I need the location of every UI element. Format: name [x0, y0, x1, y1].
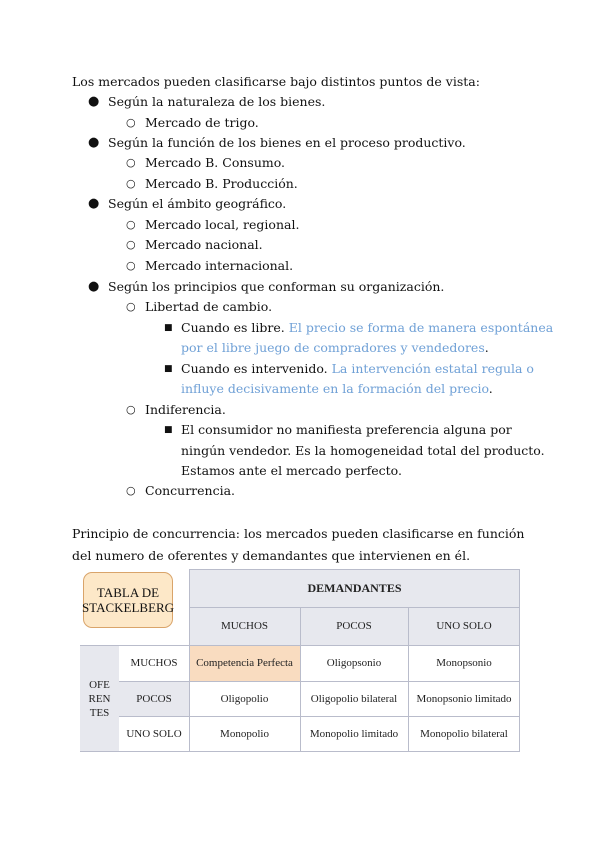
list-item-nacional: Mercado nacional. [145, 237, 263, 252]
demandantes-header: DEMANDANTES [189, 569, 520, 607]
grid-line [300, 607, 301, 752]
list-item-indiferencia: Indiferencia. [145, 402, 226, 417]
oferentes-line-1: OFE [89, 678, 110, 691]
intervenido-description: La intervención estatal regula o [331, 361, 534, 376]
bullet-disc: ● [88, 94, 100, 109]
oferentes-line-3: TES [89, 706, 110, 719]
bullet-disc: ● [88, 196, 100, 211]
list-item-principios: Según los principios que conforman su organización. [108, 279, 445, 294]
bullet-square: ■ [164, 425, 173, 435]
row-header: POCOS [119, 681, 189, 716]
table-cell: Oligopolio bilateral [300, 681, 408, 716]
list-item-ambito: Según el ámbito geográfico. [108, 196, 287, 211]
bullet-square: ■ [164, 323, 173, 333]
stackelberg-title [82, 585, 174, 615]
table-cell: Monopsonio limitado [408, 681, 520, 716]
table-cell: Competencia Perfecta [189, 645, 300, 681]
bullet-circle: ○ [126, 177, 136, 190]
concurrencia-paragraph: Principio de concurrencia: los mercados pueden clasificarse en función del numero de oferentes y demandantes que intervienen en él. [72, 526, 525, 563]
table-cell: Monopolio bilateral [408, 716, 520, 752]
row-header: UNO SOLO [119, 716, 189, 752]
period: . [488, 381, 493, 396]
bullet-circle: ○ [126, 300, 136, 313]
list-item-libre-cont [181, 338, 489, 358]
list-item-internacional: Mercado internacional. [145, 258, 294, 273]
libre-label: Cuando es libre. [181, 320, 285, 335]
list-item-consumidor-3: Estamos ante el mercado perfecto. [181, 463, 402, 478]
list-item-libre [181, 318, 553, 338]
table-cell: Monopolio [189, 716, 300, 752]
table-cell: Monopolio limitado [300, 716, 408, 752]
bullet-circle: ○ [126, 403, 136, 416]
list-item-trigo: Mercado de trigo. [145, 115, 259, 130]
list-item-concurrencia: Concurrencia. [145, 483, 236, 498]
table-cell: Oligopolio [189, 681, 300, 716]
stackelberg-title-line-2: STACKELBERG [81, 600, 175, 615]
period: . [484, 340, 489, 355]
grid-line [408, 607, 409, 752]
list-item-consumidor-1: El consumidor no manifiesta preferencia alguna por [181, 422, 512, 437]
list-item-intervenido-cont [181, 379, 493, 399]
grid-line [189, 569, 520, 570]
list-item-consumidor-2: ningún vendedor. Es la homogeneidad total del producto. [181, 443, 545, 458]
bullet-square: ■ [164, 364, 173, 374]
row-header: MUCHOS [119, 645, 189, 681]
grid-line [519, 569, 520, 752]
list-item-libertad: Libertad de cambio. [145, 299, 273, 314]
stackelberg-box [83, 572, 173, 628]
grid-line [80, 751, 520, 752]
intervenido-description-cont: influye decisivamente en la formación del precio [181, 381, 489, 396]
list-item-intervenido [181, 359, 534, 379]
column-header: UNO SOLO [408, 607, 520, 645]
bullet-circle: ○ [126, 116, 136, 129]
list-item-local: Mercado local, regional. [145, 217, 300, 232]
grid-line [80, 645, 520, 646]
libre-description-cont: por el libre juego de compradores y vendedores [181, 340, 485, 355]
table-cell: Monopsonio [408, 645, 520, 681]
bullet-circle: ○ [126, 156, 136, 169]
bullet-circle: ○ [126, 238, 136, 251]
intervenido-label: Cuando es intervenido. [181, 361, 328, 376]
intro-text: Los mercados pueden clasificarse bajo distintos puntos de vista: [72, 74, 480, 89]
stackelberg-table [80, 569, 520, 752]
grid-line [119, 681, 520, 682]
list-item-produccion: Mercado B. Producción. [145, 176, 298, 191]
column-header: POCOS [300, 607, 408, 645]
list-item-consumo: Mercado B. Consumo. [145, 155, 285, 170]
oferentes-header [80, 645, 119, 752]
libre-description: El precio se forma de manera espontánea [288, 320, 554, 335]
list-item-funcion: Según la función de los bienes en el proceso productivo. [108, 135, 466, 150]
table-cell: Oligopsonio [300, 645, 408, 681]
grid-line [119, 716, 520, 717]
bullet-circle: ○ [126, 259, 136, 272]
grid-line [189, 569, 190, 752]
bullet-circle: ○ [126, 484, 136, 497]
grid-line [189, 607, 520, 608]
bullet-disc: ● [88, 135, 100, 150]
bullet-circle: ○ [126, 218, 136, 231]
oferentes-line-2: REN [88, 692, 111, 705]
list-item-naturaleza: Según la naturaleza de los bienes. [108, 94, 326, 109]
bullet-disc: ● [88, 279, 100, 294]
stackelberg-title-line-1: TABLA DE [96, 585, 160, 600]
column-header: MUCHOS [189, 607, 300, 645]
